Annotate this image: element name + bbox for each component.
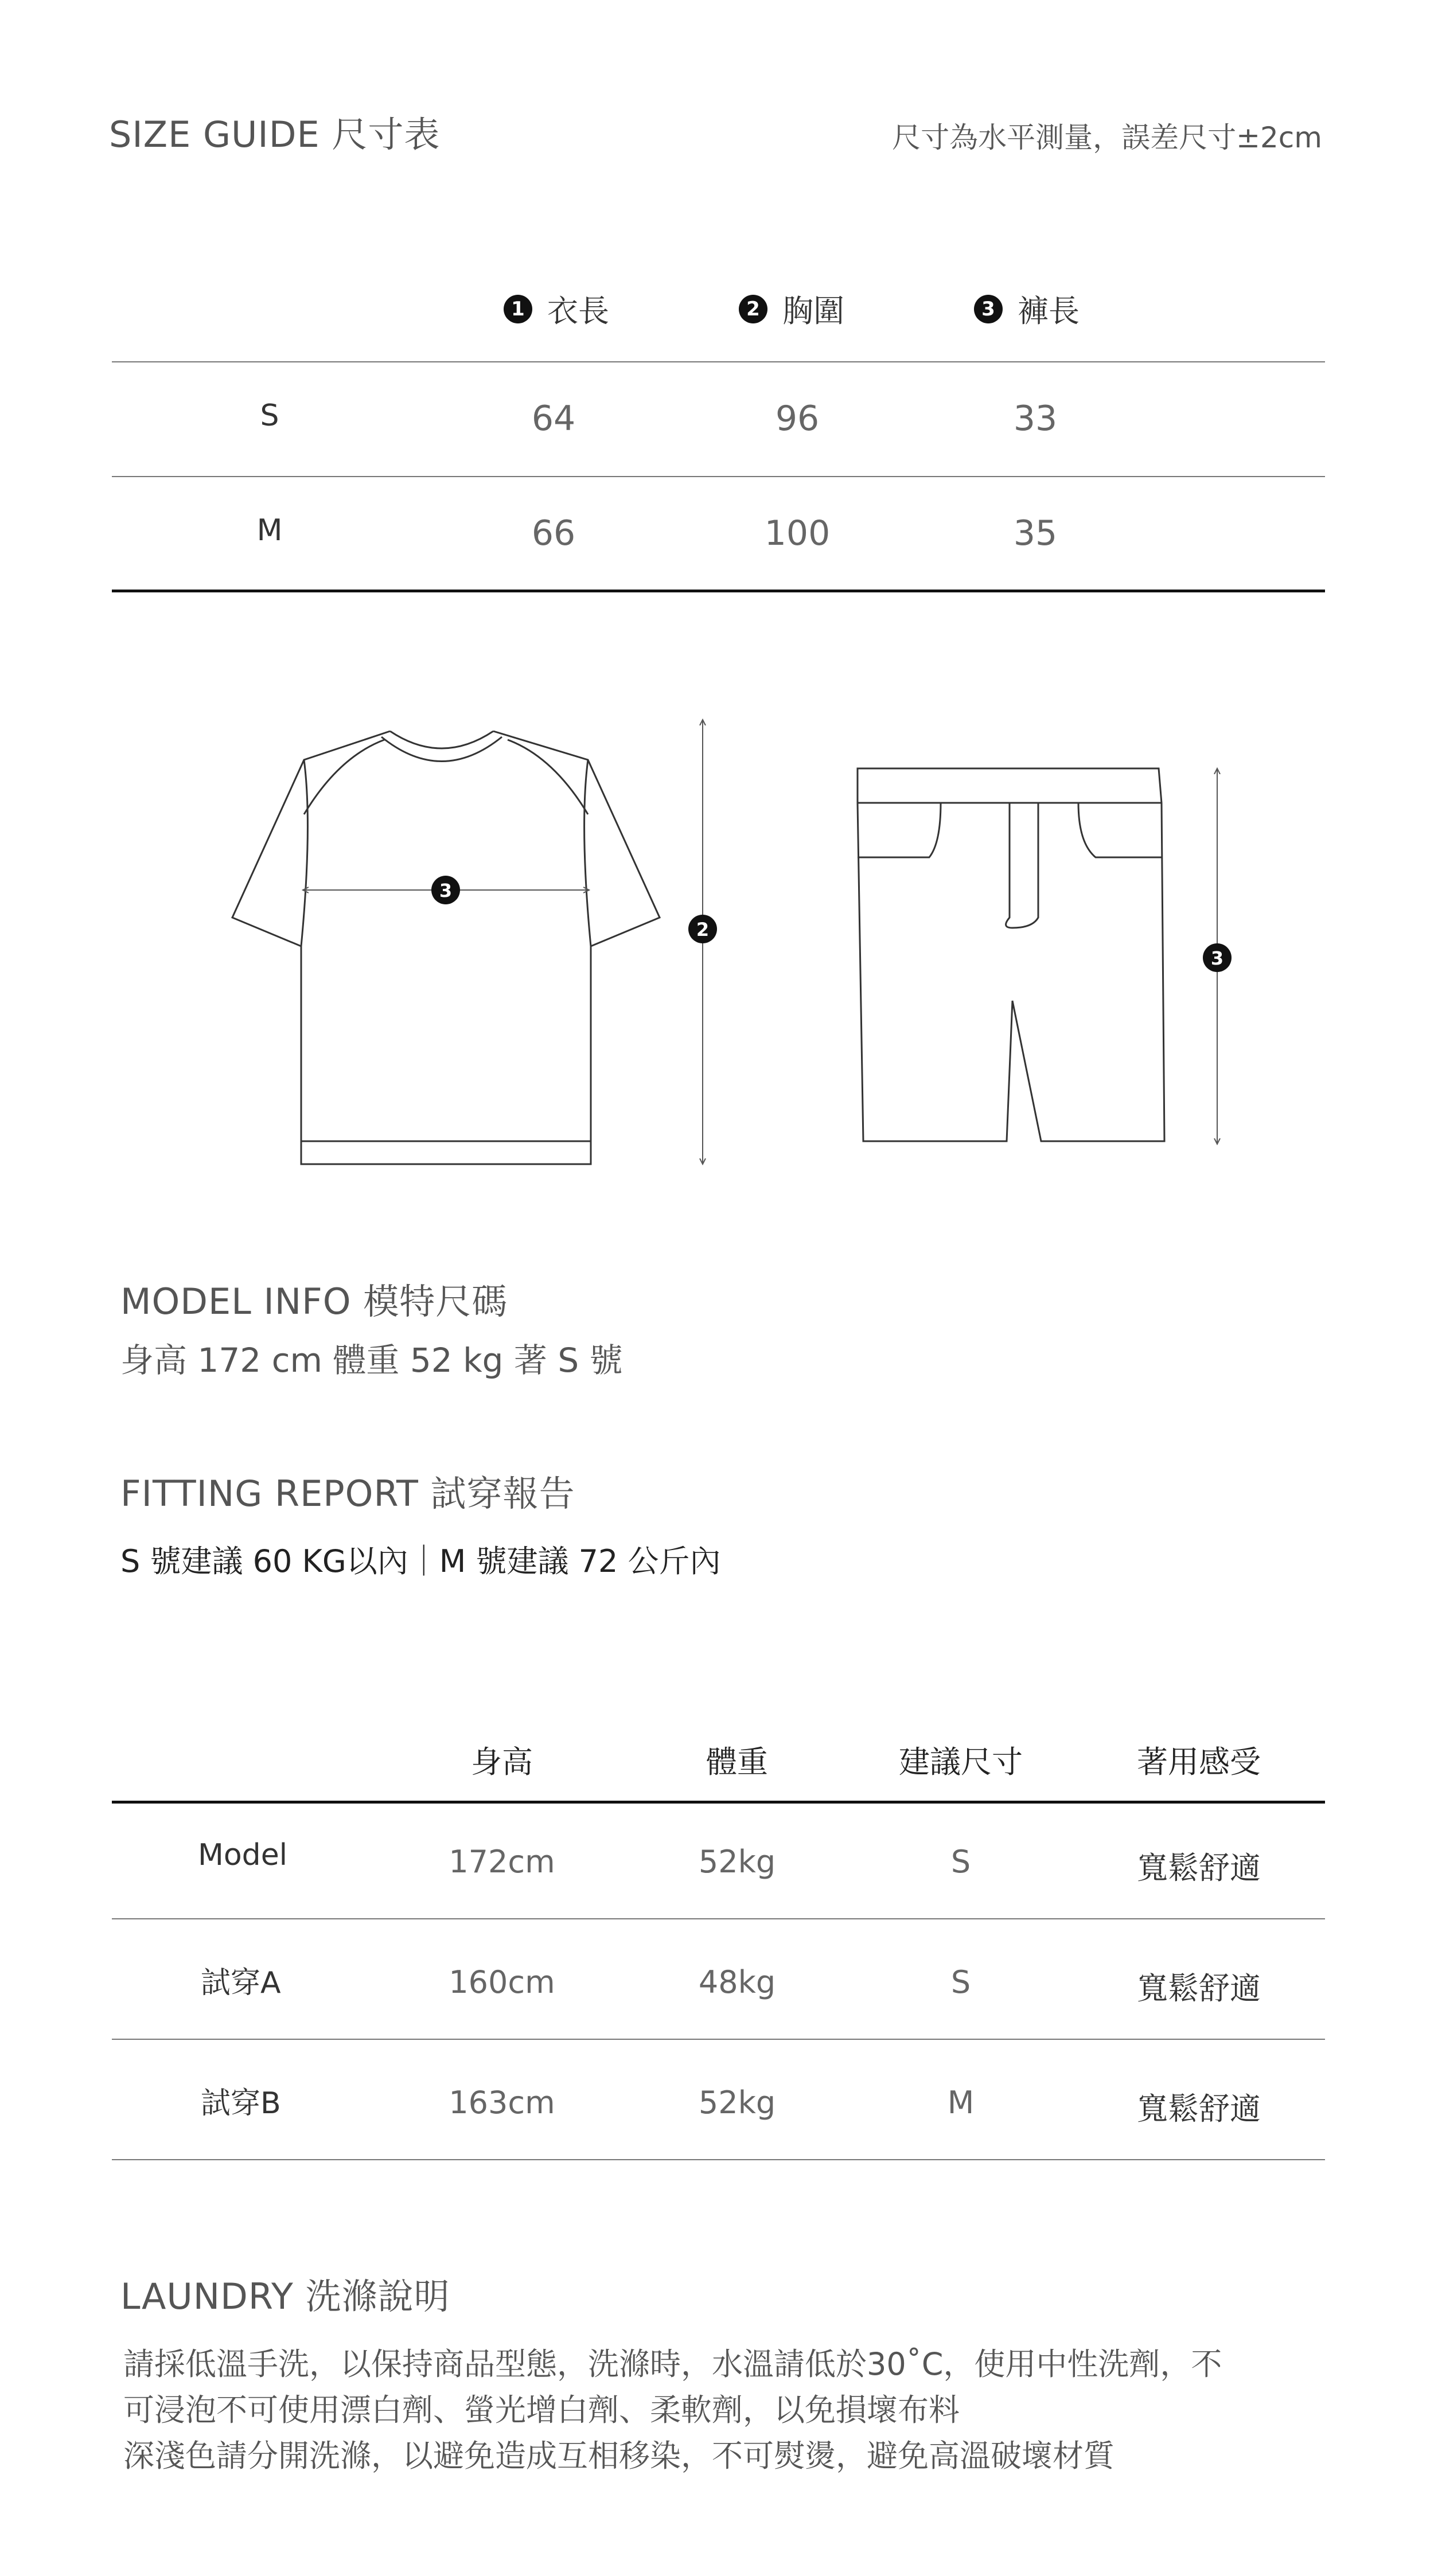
pants-length-marker-label: 3: [1210, 947, 1224, 969]
divider: [112, 361, 1325, 362]
divider: [112, 2039, 1325, 2040]
size-header-label: 褲長: [1018, 293, 1080, 329]
size-value: 96: [775, 399, 820, 439]
number-3-icon: 3: [974, 295, 1003, 323]
divider: [112, 2159, 1325, 2160]
fitting-row-label: Model: [198, 1838, 288, 1872]
fitting-feel: 寬鬆舒適: [1137, 2091, 1261, 2127]
fitting-header-rule: [112, 1801, 1325, 1804]
laundry-line: 可浸泡不可使用漂白劑、螢光增白劑、柔軟劑，以免損壞布料: [123, 2392, 960, 2428]
fitting-height: 172cm: [449, 1844, 555, 1880]
fitting-feel: 寬鬆舒適: [1137, 1850, 1261, 1886]
size-value: 64: [531, 399, 576, 439]
size-header-label: 胸圍: [782, 293, 844, 329]
size-guide-title: SIZE GUIDE 尺寸表: [109, 114, 441, 155]
fitting-row-label: 試穿B: [201, 2086, 281, 2121]
shirt-chest-marker-label: 3: [439, 880, 453, 901]
tshirt-outline: [232, 731, 660, 1164]
laundry-line: 深淺色請分開洗滌，以避免造成互相移染，不可熨燙，避免高溫破壞材質: [123, 2438, 1115, 2474]
fitting-height: 163cm: [449, 2085, 555, 2121]
fitting-height: 160cm: [449, 1964, 555, 2000]
size-header-label: 衣長: [547, 293, 609, 329]
measurement-diagram: [0, 688, 1434, 1193]
fitting-weight: 52kg: [698, 1844, 776, 1880]
size-header-length: [442, 287, 671, 331]
size-value: 100: [764, 513, 831, 553]
shirt-length-marker-label: 2: [696, 919, 710, 940]
fitting-header-weight: 體重: [706, 1744, 768, 1780]
divider: [112, 476, 1325, 477]
model-info-details: 身高 172 cm 體重 52 kg 著 S 號: [120, 1341, 623, 1380]
size-value: 35: [1013, 513, 1058, 553]
laundry-title: LAUNDRY 洗滌說明: [120, 2276, 450, 2317]
fitting-row-label: 試穿A: [201, 1966, 281, 2000]
size-value: 33: [1013, 399, 1058, 439]
laundry-line: 請採低溫手洗，以保持商品型態，洗滌時，水溫請低於30˚C，使用中性洗劑，不: [123, 2346, 1222, 2382]
size-value: 66: [531, 513, 576, 553]
fitting-report-title: FITTING REPORT 試穿報告: [120, 1473, 575, 1515]
number-2-icon: 2: [739, 295, 767, 323]
size-header-chest: [677, 287, 906, 331]
fitting-header-height: 身高: [471, 1744, 533, 1780]
table-bottom-rule: [112, 590, 1325, 592]
shorts-outline: [858, 768, 1164, 1141]
fitting-header-feel: 著用感受: [1137, 1744, 1261, 1780]
fitting-size: S: [950, 1844, 971, 1880]
fitting-weight: 52kg: [698, 2085, 776, 2121]
fitting-recommendation: S 號建議 60 KG以內｜M 號建議 72 公斤內: [120, 1543, 721, 1579]
fitting-size: S: [950, 1964, 971, 2000]
number-1-icon: 1: [504, 295, 532, 323]
model-info-title: MODEL INFO 模特尺碼: [120, 1281, 508, 1322]
fitting-weight: 48kg: [698, 1964, 776, 2000]
size-header-pants-length: [912, 287, 1141, 331]
size-name: M: [256, 513, 283, 548]
divider: [112, 1918, 1325, 1919]
fitting-feel: 寬鬆舒適: [1137, 1970, 1261, 2007]
fitting-header-size: 建議尺寸: [899, 1744, 1023, 1780]
size-name: S: [260, 399, 279, 433]
measurement-note: 尺寸為水平測量，誤差尺寸±2cm: [892, 121, 1322, 154]
fitting-size: M: [947, 2085, 975, 2121]
